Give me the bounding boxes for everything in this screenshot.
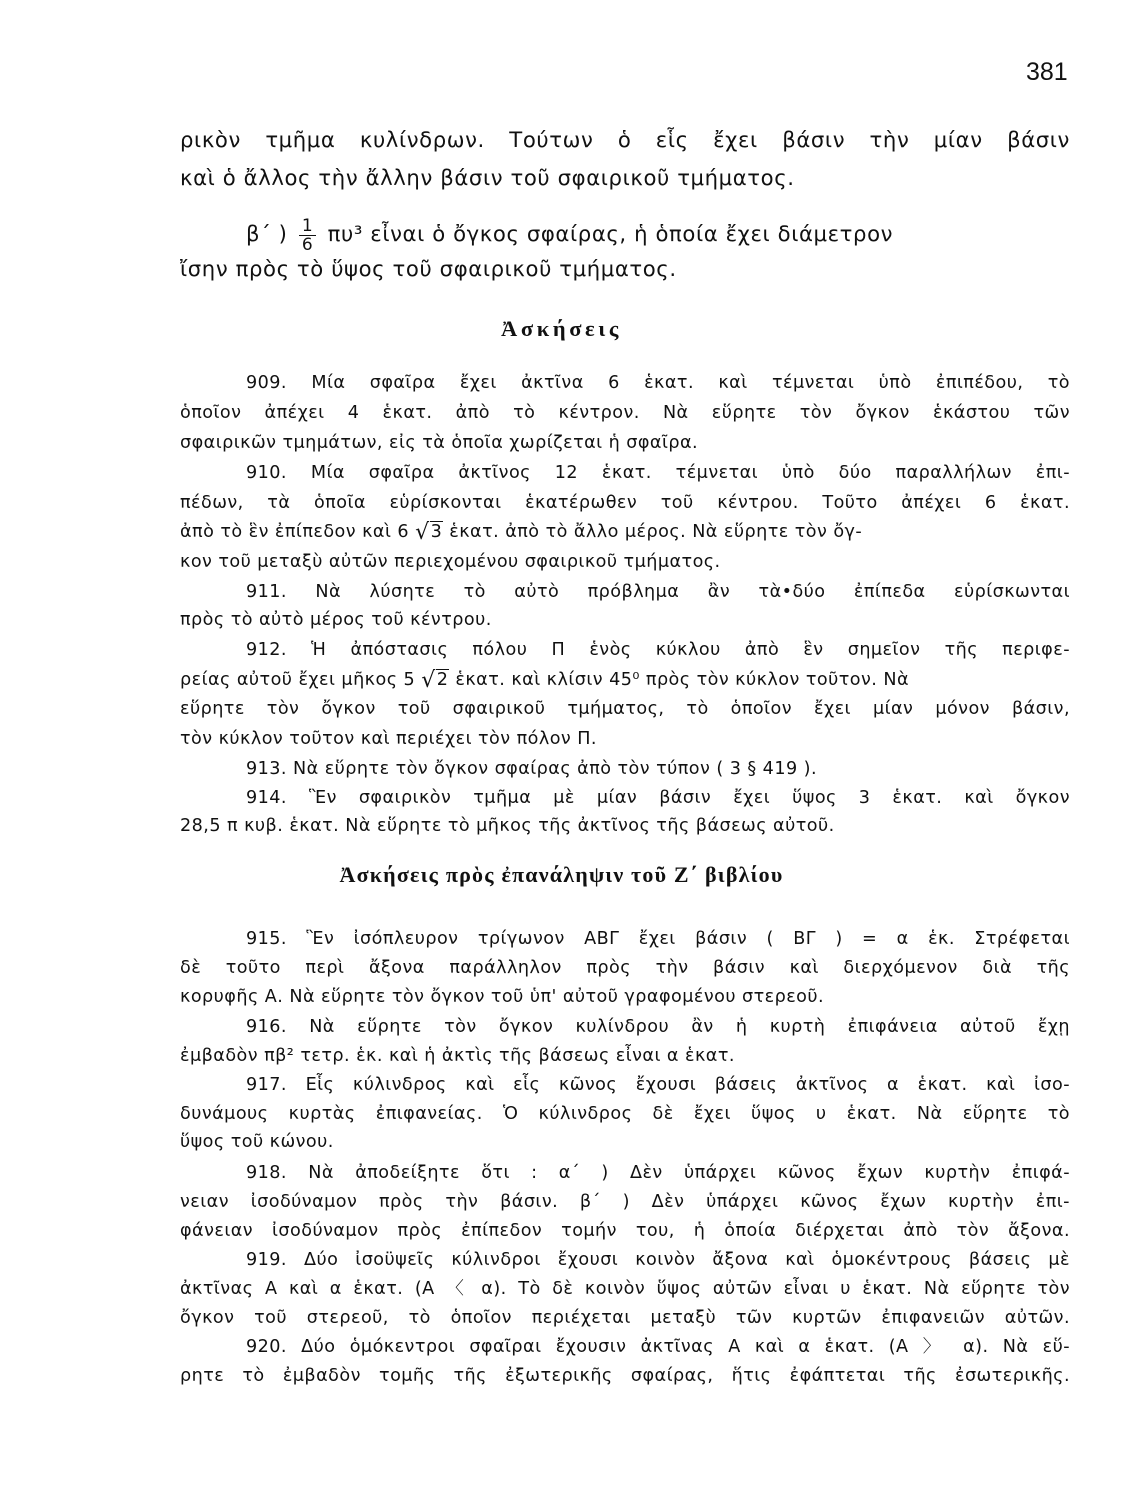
intro-line-4: ἴσην πρὸς τὸ ὕψος τοῦ σφαιρικοῦ τμήματος. [180, 256, 677, 281]
exercise-910-line-2: πέδων, τὰ ὁποῖα εὑρίσκονται ἑκατέρωθεν τοῦ κέντρου. Τοῦτο ἀπέχει 6 ἑκατ. [180, 493, 1070, 513]
fraction-numerator: 1 [299, 217, 316, 236]
exercise-920-line-2: ρητε τὸ ἐμβαδὸν τομῆς τῆς ἐξωτερικῆς σφαίρας, ἥτις ἐφάπτεται τῆς ἐσωτερικῆς. [180, 1366, 1070, 1386]
exercise-912-line-1: 912. Ἡ ἀπόστασις πόλου Π ἑνὸς κύκλου ἀπὸ ἓν σημεῖον τῆς περιφε- [246, 640, 1070, 660]
exercise-910-line-3-end: ἑκατ. ἀπὸ τὸ ἄλλο μέρος. Νὰ εὕρητε τὸν ὄγ- [449, 522, 863, 542]
intro-line-3-label: β΄ ) [246, 221, 288, 246]
exercise-918-line-1: 918. Νὰ ἀποδείξητε ὅτι : α΄ ) Δὲν ὑπάρχει κῶνος ἔχων κυρτὴν ἐπιφά- [246, 1163, 1070, 1183]
exercise-910-line-4: κον τοῦ μεταξὺ αὐτῶν περιεχομένου σφαιρικοῦ τμήματος. [180, 552, 721, 572]
square-root-icon: √ [421, 668, 436, 693]
page-number: 381 [1026, 58, 1068, 86]
exercise-916-line-1: 916. Νὰ εὕρητε τὸν ὄγκον κυλίνδρου ἂν ἡ κυρτὴ ἐπιφάνεια αὐτοῦ ἔχῃ [246, 1017, 1070, 1037]
intro-line-3-text: πυ³ εἶναι ὁ ὄγκος σφαίρας, ἡ ὁποία ἔχει διάμετρον [327, 221, 894, 246]
radicand-3: 3 [430, 522, 443, 542]
section-title-review-exercises: Ἀσκήσεις πρὸς ἐπανάληψιν τοῦ Ζ΄ βιβλίου [339, 862, 784, 887]
exercise-911-line-1: 911. Νὰ λύσητε τὸ αὐτὸ πρόβλημα ἂν τὰ•δύο ἐπίπεδα εὑρίσκωνται [246, 582, 1070, 602]
exercise-914-line-1: 914. Ἓν σφαιρικὸν τμῆμα μὲ μίαν βάσιν ἔχει ὕψος 3 ἑκατ. καὶ ὄγκον [246, 788, 1070, 808]
exercise-917-line-1: 917. Εἷς κύλινδρος καὶ εἷς κῶνος ἔχουσι βάσεις ἀκτῖνος α ἑκατ. καὶ ἰσο- [246, 1075, 1070, 1095]
intro-line-3 [246, 212, 1070, 256]
exercise-915-line-2: δὲ τοῦτο περὶ ἄξονα παράλληλον πρὸς τὴν βάσιν καὶ διερχόμενον διὰ τῆς [180, 958, 1070, 978]
exercise-915-line-3: κορυφῆς Α. Νὰ εὕρητε τὸν ὄγκον τοῦ ὑπ' αὐτοῦ γραφομένου στερεοῦ. [180, 987, 825, 1007]
exercise-909-line-3: σφαιρικῶν τμημάτων, εἰς τὰ ὁποῖα χωρίζεται ἡ σφαῖρα. [180, 433, 699, 453]
exercise-912-line-2-start: ρείας αὐτοῦ ἔχει μῆκος 5 [180, 670, 416, 690]
exercise-919-line-2: ἀκτῖνας Α καὶ α ἑκατ. (Α 〈 α). Τὸ δὲ κοινὸν ὕψος αὐτῶν εἶναι υ ἑκατ. Νὰ εὕρητε τὸν [180, 1279, 1070, 1299]
exercise-919-line-3: ὄγκον τοῦ στερεοῦ, τὸ ὁποῖον περιέχεται μεταξὺ τῶν κυρτῶν ἐπιφανειῶν αὐτῶν. [180, 1308, 1070, 1328]
exercise-917-line-2: δυνάμους κυρτὰς ἐπιφανείας. Ὁ κύλινδρος δὲ ἔχει ὕψος υ ἑκατ. Νὰ εὕρητε τὸ [180, 1104, 1070, 1124]
exercise-909-line-2: ὁποῖον ἀπέχει 4 ἑκατ. ἀπὸ τὸ κέντρον. Νὰ εὕρητε τὸν ὄγκον ἑκάστου τῶν [180, 403, 1070, 423]
exercise-910-line-3-start: ἀπὸ τὸ ἓν ἐπίπεδον καὶ 6 [180, 522, 410, 542]
intro-line-1: ρικὸν τμῆμα κυλίνδρων. Τούτων ὁ εἷς ἔχει βάσιν τὴν μίαν βάσιν [180, 127, 1070, 152]
square-root-icon: √ [415, 520, 430, 545]
exercise-910-line-1: 910. Μία σφαῖρα ἀκτῖνος 12 ἑκατ. τέμνεται ὑπὸ δύο παραλλήλων ἐπι- [246, 463, 1070, 483]
fraction-denominator: 6 [301, 234, 314, 255]
exercise-910-line-3 [180, 515, 1070, 549]
intro-line-2: καὶ ὁ ἄλλος τὴν ἄλλην βάσιν τοῦ σφαιρικοῦ τμήματος. [180, 165, 795, 190]
exercise-912-line-4: τὸν κύκλον τοῦτον καὶ περιέχει τὸν πόλον Π. [180, 729, 597, 749]
exercise-917-line-3: ὕψος τοῦ κώνου. [180, 1132, 334, 1152]
fraction-one-sixth [299, 217, 316, 254]
exercise-909-line-1: 909. Μία σφαῖρα ἔχει ἀκτῖνα 6 ἑκατ. καὶ τέμνεται ὑπὸ ἐπιπέδου, τὸ [246, 373, 1070, 393]
exercise-912-line-2-end: ἑκατ. καὶ κλίσιν 45⁰ πρὸς τὸν κύκλον τοῦτον. Νὰ [455, 670, 909, 690]
exercise-918-line-2: νειαν ἰσοδύναμον πρὸς τὴν βάσιν. β΄ ) Δὲν ὑπάρχει κῶνος ἔχων κυρτὴν ἐπι- [180, 1192, 1070, 1212]
exercise-912-line-3: εὕρητε τὸν ὄγκον τοῦ σφαιρικοῦ τμήματος, τὸ ὁποῖον ἔχει μίαν μόνον βάσιν, [180, 699, 1070, 719]
exercise-919-line-1: 919. Δύο ἰσοϋψεῖς κύλινδροι ἔχουσι κοινὸν ἄξονα καὶ ὁμοκέντρους βάσεις μὲ [246, 1250, 1070, 1270]
section-title-exercises: Ἀσκήσεις [501, 316, 622, 341]
exercise-913-line-1: 913. Νὰ εὕρητε τὸν ὄγκον σφαίρας ἀπὸ τὸν τύπον ( 3 § 419 ). [246, 759, 818, 779]
exercise-920-line-1: 920. Δύο ὁμόκεντροι σφαῖραι ἔχουσιν ἀκτῖνας Α καὶ α ἑκατ. (Α 〉 α). Νὰ εὕ- [246, 1337, 1070, 1357]
exercise-911-line-2: πρὸς τὸ αὐτὸ μέρος τοῦ κέντρου. [180, 610, 492, 630]
exercise-915-line-1: 915. Ἓν ἰσόπλευρον τρίγωνον ΑΒΓ ἔχει βάσιν ( ΒΓ ) = α ἑκ. Στρέφεται [246, 929, 1070, 949]
exercise-914-line-2: 28,5 π κυβ. ἑκατ. Νὰ εὕρητε τὸ μῆκος τῆς ἀκτῖνος τῆς βάσεως αὐτοῦ. [180, 816, 835, 836]
exercise-916-line-2: ἐμβαδὸν πβ² τετρ. ἑκ. καὶ ἡ ἀκτὶς τῆς βάσεως εἶναι α ἑκατ. [180, 1046, 735, 1066]
radicand-2: 2 [436, 670, 449, 690]
exercise-918-line-3: φάνειαν ἰσοδύναμον πρὸς ἐπίπεδον τομήν του, ἡ ὁποία διέρχεται ἀπὸ τὸν ἄξονα. [180, 1221, 1070, 1241]
